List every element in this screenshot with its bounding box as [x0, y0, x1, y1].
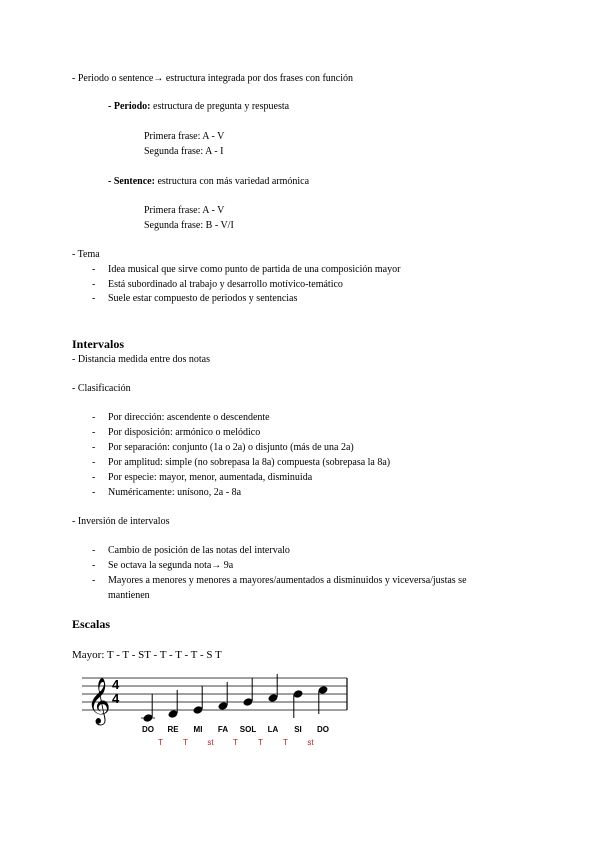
- note-name-label: DO: [317, 725, 329, 734]
- inversion-item: Se octava la segunda nota→ 9a: [108, 560, 234, 571]
- interval-step-label: st: [207, 738, 214, 747]
- clasificacion-item: Por disposición: armónico o melódico: [108, 427, 261, 438]
- periodo-line: [108, 101, 289, 113]
- inversion-item: Mayores a menores y menores a mayores/aumentados a disminuidos y viceversa/justas se: [108, 575, 467, 586]
- interval-step-label: T: [233, 738, 238, 747]
- inversion-item: Cambio de posición de las notas del intervalo: [108, 545, 290, 556]
- list-bullet: -: [92, 293, 96, 304]
- tema-item: Está subordinado al trabajo y desarrollo motívico-temático: [108, 279, 343, 290]
- note-name-label: MI: [193, 725, 203, 734]
- treble-clef-icon: 𝄞: [87, 678, 111, 724]
- note-name-label: SOL: [239, 725, 257, 734]
- inversion-item-continuation: mantienen: [108, 590, 150, 601]
- note-name-label: RE: [167, 725, 179, 734]
- list-bullet: -: [92, 545, 96, 556]
- list-bullet: -: [92, 264, 96, 275]
- notes-group: [141, 674, 328, 723]
- sentence-frase-2: Segunda frase: B - V/I: [144, 220, 234, 231]
- clasificacion-item: Por amplitud: simple (no sobrepasa la 8a) compuesta (sobrepasa la 8a): [108, 457, 391, 468]
- periodo-frase-2: Segunda frase: A - I: [144, 146, 224, 157]
- note-name-label: LA: [267, 725, 279, 734]
- note-name-label: FA: [217, 725, 229, 734]
- intervalos-heading: Intervalos: [72, 337, 124, 351]
- step-labels: [158, 738, 314, 747]
- interval-step-label: st: [307, 738, 314, 747]
- interval-step-label: T: [158, 738, 163, 747]
- note-name-label: SI: [294, 725, 302, 734]
- list-bullet: -: [92, 442, 96, 453]
- intervalos-definition: - Distancia medida entre dos notas: [72, 354, 211, 365]
- tema-label: - Tema: [72, 249, 100, 260]
- interval-step-label: T: [183, 738, 188, 747]
- periodo-text: estructura de pregunta y respuesta: [150, 101, 290, 112]
- sentence-label: - Sentence:: [108, 176, 155, 187]
- list-bullet: -: [92, 575, 96, 586]
- inversion-label: - Inversión de intervalos: [72, 516, 170, 527]
- time-signature-top: 4: [112, 677, 120, 692]
- tema-item: Suele estar compuesto de periodos y sentencias: [108, 293, 298, 304]
- list-bullet: -: [92, 427, 96, 438]
- clasificacion-label: - Clasificación: [72, 383, 131, 394]
- staff-lines: [82, 678, 347, 710]
- clasificacion-item: Por separación: conjunto (1a o 2a) o disjunto (más de una 2a): [108, 442, 354, 453]
- list-bullet: -: [92, 279, 96, 290]
- escalas-heading: Escalas: [72, 617, 111, 631]
- tema-item: Idea musical que sirve como punto de partida de una composición mayor: [108, 264, 401, 275]
- periodo-frase-1: Primera frase: A - V: [144, 131, 225, 142]
- mayor-scale-formula: Mayor: T - T - ST - T - T - T - S T: [72, 649, 222, 661]
- c-major-scale-staff: [0, 668, 600, 758]
- list-bullet: -: [92, 487, 96, 498]
- clasificacion-item: Por dirección: ascendente o descendente: [108, 412, 270, 423]
- interval-step-label: T: [283, 738, 288, 747]
- time-signature-bottom: 4: [112, 691, 120, 706]
- sentence-text: estructura con más variedad armónica: [154, 176, 310, 187]
- periodo-sentence-intro: - Periodo o sentence→ estructura integrada por dos frases con función: [72, 73, 354, 84]
- clasificacion-item: Por especie: mayor, menor, aumentada, disminuida: [108, 472, 313, 483]
- list-bullet: -: [92, 412, 96, 423]
- sentence-line: [108, 176, 309, 188]
- sentence-frase-1: Primera frase: A - V: [144, 205, 225, 216]
- list-bullet: -: [92, 457, 96, 468]
- interval-step-label: T: [258, 738, 263, 747]
- note-labels: [142, 725, 329, 734]
- note-name-label: DO: [142, 725, 154, 734]
- clasificacion-item: Numéricamente: unísono, 2a - 8a: [108, 487, 242, 498]
- list-bullet: -: [92, 472, 96, 483]
- list-bullet: -: [92, 560, 96, 571]
- periodo-label: - Periodo:: [108, 101, 151, 112]
